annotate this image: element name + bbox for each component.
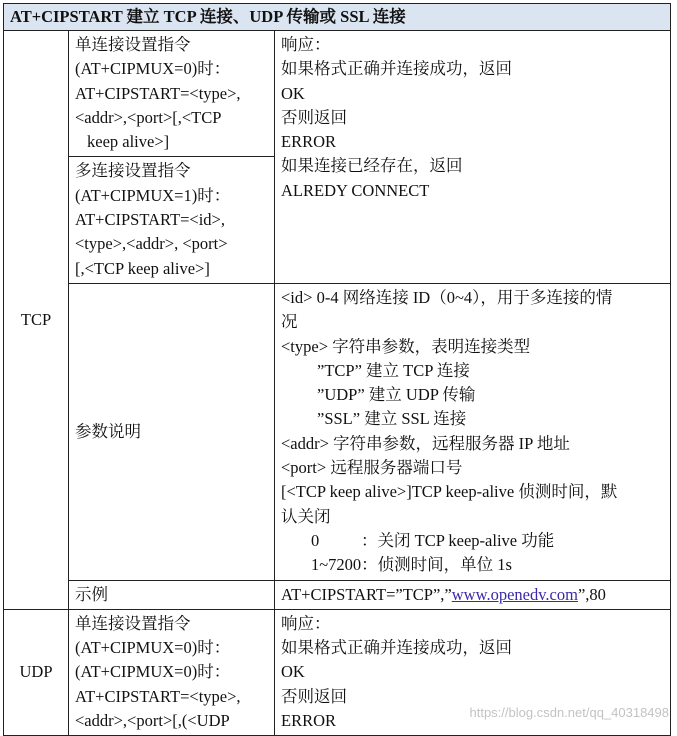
udp-single-line: AT+CIPSTART=<type>, <box>75 686 241 706</box>
params-cell <box>275 283 671 580</box>
example-cell <box>275 580 671 609</box>
param-id-line: <id> 0-4 网络连接 ID（0~4），用于多连接的情 <box>281 287 613 307</box>
udp-response-line: 响应： <box>281 613 331 633</box>
param-keepalive-line: [<TCP keep alive>]TCP keep-alive 侦测时间，默 <box>281 482 618 502</box>
udp-label: UDP <box>4 609 69 735</box>
tcp-response-line: ALREDY CONNECT <box>281 180 430 200</box>
tcp-response-line: 如果格式正确并连接成功，返回 <box>281 59 512 79</box>
tcp-single-line: keep alive>] <box>87 132 170 152</box>
param-type-tcp: ”TCP” 建立 TCP 连接 <box>317 360 470 380</box>
tcp-multi-cell <box>69 157 275 283</box>
params-label: 参数说明 <box>69 283 275 580</box>
udp-single-cell <box>69 609 275 735</box>
param-keepalive-range: 1~7200：侦测时间，单位 1s <box>311 555 512 575</box>
udp-response-line: OK <box>281 662 305 682</box>
udp-response-line: ERROR <box>281 711 337 731</box>
param-id-line-cont: 况 <box>281 312 298 332</box>
example-prefix: AT+CIPSTART=”TCP”,” <box>281 584 452 604</box>
tcp-response-line: 响应： <box>281 35 331 54</box>
keepalive-zero-value: 0 <box>311 530 320 550</box>
param-type-ssl: ”SSL” 建立 SSL 连接 <box>317 409 467 429</box>
tcp-multi-line: 多连接设置指令 <box>75 161 191 181</box>
example-suffix: ”,80 <box>577 584 606 604</box>
example-command <box>281 583 664 607</box>
tcp-params-row <box>4 283 671 580</box>
at-command-document <box>3 3 670 736</box>
example-link[interactable]: www.openedv.com <box>451 584 578 604</box>
tcp-multi-line: (AT+CIPMUX=1)时： <box>75 185 231 205</box>
param-keepalive-line-cont: 认关闭 <box>281 506 331 526</box>
tcp-response-line: ERROR <box>281 132 337 152</box>
watermark: https://blog.csdn.net/qq_40318498 <box>469 705 669 720</box>
udp-single-line: (AT+CIPMUX=0)时： <box>75 638 231 658</box>
tcp-single-line: (AT+CIPMUX=0)时： <box>75 59 231 79</box>
tcp-single-cell <box>69 31 275 157</box>
param-type-line: <type> 字符串参数，表明连接类型 <box>281 336 531 356</box>
tcp-single-row <box>4 31 671 157</box>
tcp-response-line: 否则返回 <box>281 107 347 127</box>
udp-response-line: 否则返回 <box>281 686 347 706</box>
tcp-label: TCP <box>4 31 69 610</box>
example-label: 示例 <box>69 580 275 609</box>
tcp-response-line: OK <box>281 83 305 103</box>
tcp-response-line: 如果连接已经存在，返回 <box>281 156 463 176</box>
tcp-single-line: 单连接设置指令 <box>75 35 191 54</box>
udp-response-line: 如果格式正确并连接成功，返回 <box>281 638 512 658</box>
title-row <box>4 4 671 31</box>
command-table <box>3 3 671 736</box>
param-type-udp: ”UDP” 建立 UDP 传输 <box>317 385 476 405</box>
udp-single-line: (AT+CIPMUX=0)时： <box>75 662 231 682</box>
tcp-single-line: AT+CIPSTART=<type>, <box>75 83 241 103</box>
tcp-multi-line: [,<TCP keep alive>] <box>75 258 210 278</box>
udp-single-line: <addr>,<port>[,(<UDP <box>75 711 230 731</box>
tcp-multi-line: AT+CIPSTART=<id>, <box>75 210 225 230</box>
param-port-line: <port> 远程服务器端口号 <box>281 458 463 478</box>
tcp-example-row <box>4 580 671 609</box>
keepalive-zero-desc: ：关闭 TCP keep-alive 功能 <box>361 530 555 550</box>
tcp-multi-line: <type>,<addr>, <port> <box>75 234 228 254</box>
tcp-single-line: <addr>,<port>[,<TCP <box>75 107 222 127</box>
param-addr-line: <addr> 字符串参数，远程服务器 IP 地址 <box>281 433 570 453</box>
tcp-response-cell <box>275 31 671 284</box>
param-keepalive-zero <box>281 529 664 553</box>
table-title: AT+CIPSTART 建立 TCP 连接、UDP 传输或 SSL 连接 <box>4 4 671 31</box>
udp-single-line: 单连接设置指令 <box>75 613 191 633</box>
